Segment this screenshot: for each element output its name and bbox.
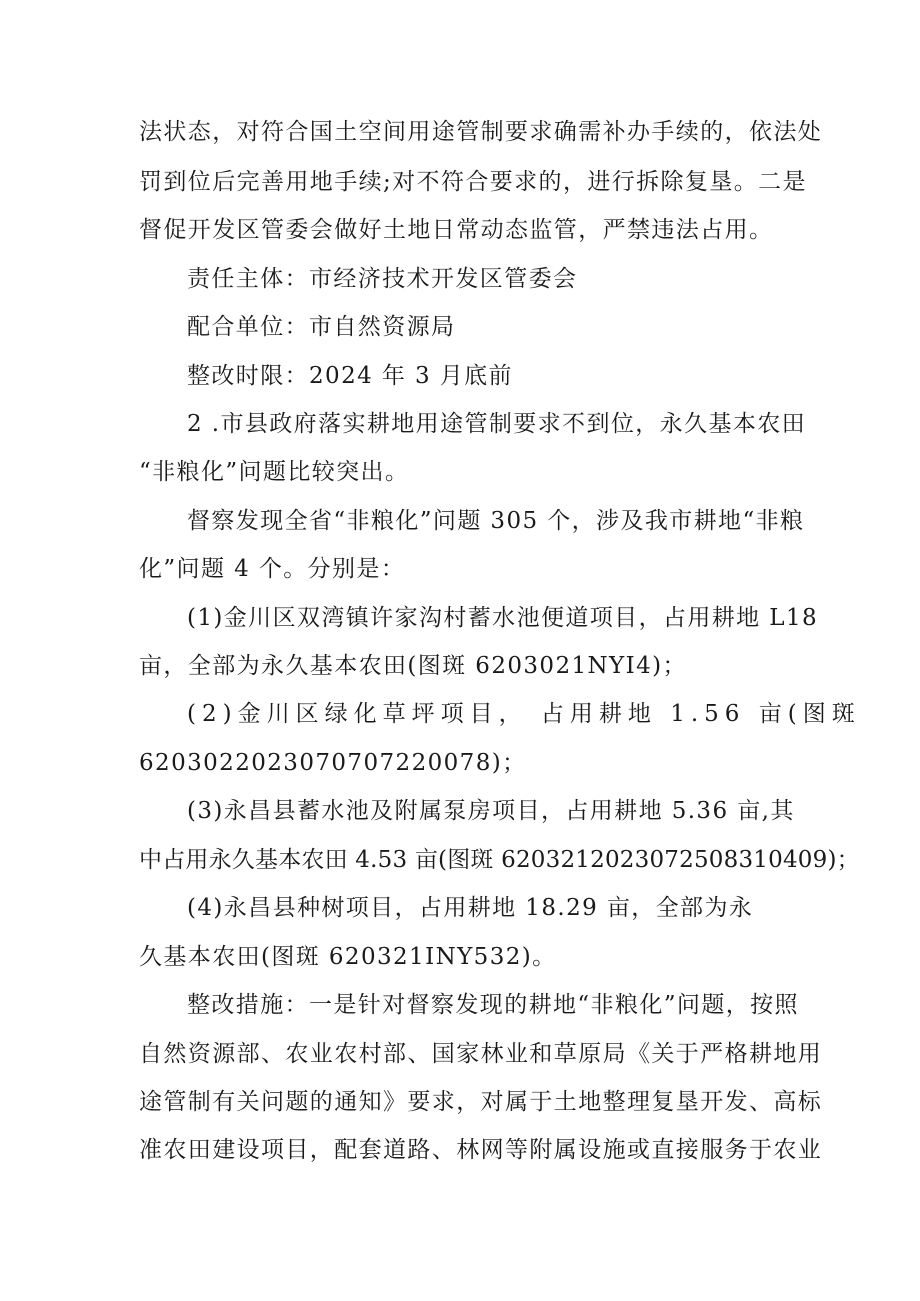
list-item-line: (4)永昌县种树项目，占用耕地 18.29 亩，全部为永 [187,895,754,921]
paragraph-line: 法状态，对符合国土空间用途管制要求确需补办手续的，依法处 [139,119,823,145]
paragraph-line: 罚到位后完善用地手续;对不符合要求的，进行拆除复垦。二是 [139,169,807,195]
list-item-line: 中占用永久基本农田 4.53 亩(图斑 620321202307250831040​9)； [139,847,860,873]
list-item-line: 久基本农田(图斑 620321INY532)。 [139,944,557,970]
paragraph-line: 督促开发区管委会做好土地日常动态监管，严禁违法占用。 [139,217,774,243]
paragraph-line: 化”问题 4 个。分别是： [139,556,406,582]
heading-line: “非粮化”问题比较突出。 [139,459,410,485]
list-item-line: 620302202307070722007​8)； [139,750,527,776]
paragraph-line: 整改措施：一是针对督察发现的耕地“非粮化”问题，按照 [187,992,799,1018]
paragraph-line: 途管制有关问题的通知》要求，对属于土地整理复垦开发、高标 [139,1089,823,1115]
list-item-line: (1)金川区双湾镇许家沟村蓄水池便道项目，占用耕地 L18 [187,605,819,631]
paragraph-line: 配合单位：市自然资源局 [187,314,456,340]
heading-line: 2 .市县政府落实耕地用途管制要求不到位，永久基本农田 [187,411,807,437]
list-item-line: 亩，全部为永久基本农田(图斑 6203021NYI4)； [139,653,687,679]
list-item-line: (2)金川区绿化草坪项目， 占用耕地 1.56 亩(图斑 [187,701,861,727]
paragraph-line: 责任主体：市经济技术开发区管委会 [187,266,578,292]
paragraph-line: 督察发现全省“非粮化”问题 305 个，涉及我市耕地“非粮 [187,508,805,534]
paragraph-line: 准农田建设项目，配套道路、林网等附属设施或直接服务于农业 [139,1137,823,1163]
list-item-line: (3)永昌县蓄水池及附属泵房项目，占用耕地 5.36 亩,其 [187,798,795,824]
paragraph-line: 整改时限：2024 年 3 月底前 [187,363,513,389]
paragraph-line: 自然资源部、农业农村部、国家林业和草原局《关于严格耕地用 [139,1041,823,1067]
